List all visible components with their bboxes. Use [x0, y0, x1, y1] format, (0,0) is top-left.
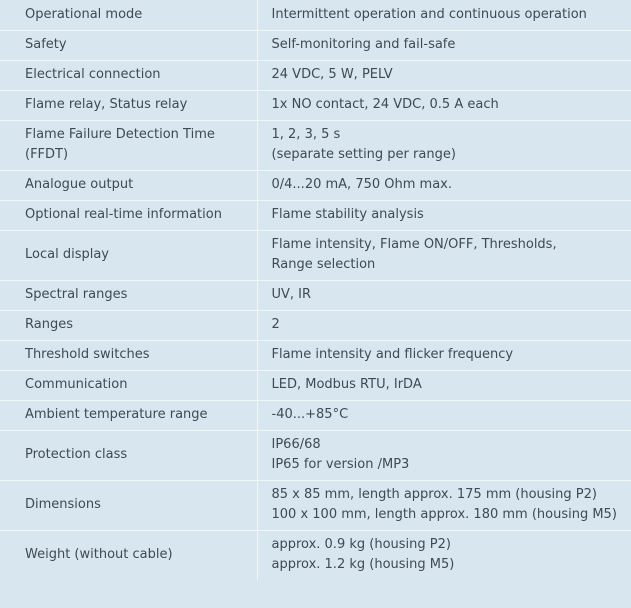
spec-value-cell	[257, 120, 631, 170]
table-row	[0, 90, 631, 120]
spec-value: Range selection	[271, 257, 376, 272]
table-row	[0, 310, 631, 340]
spec-value: -40...+85°C	[271, 407, 349, 422]
spec-value-cell	[257, 170, 631, 200]
table-row	[0, 480, 631, 530]
table-row	[0, 60, 631, 90]
spec-label: Protection class	[25, 447, 128, 462]
spec-value: 0/4...20 mA, 750 Ohm max.	[271, 177, 452, 192]
spec-label-cell	[0, 310, 257, 340]
spec-label-cell	[0, 530, 257, 580]
spec-value-cell	[257, 230, 631, 280]
spec-label-cell	[0, 340, 257, 370]
spec-value-cell	[257, 60, 631, 90]
spec-label-cell	[0, 60, 257, 90]
spec-value-cell	[257, 340, 631, 370]
spec-value: Intermittent operation and continuous operation	[271, 6, 587, 22]
spec-value: 1, 2, 3, 5 s	[271, 127, 341, 142]
spec-value: approx. 0.9 kg (housing P2)	[271, 537, 451, 553]
spec-value: 2	[271, 317, 280, 332]
spec-label-cell	[0, 400, 257, 430]
spec-label: Optional real-time information	[25, 207, 222, 222]
spec-value-cell	[257, 310, 631, 340]
spec-label: Flame Failure Detection Time	[25, 127, 215, 142]
spec-label-cell	[0, 120, 257, 170]
table-row	[0, 200, 631, 230]
spec-value-cell	[257, 370, 631, 400]
spec-value-cell	[257, 530, 631, 580]
table-row	[0, 340, 631, 370]
spec-label-cell	[0, 0, 257, 30]
spec-label: Dimensions	[25, 497, 101, 512]
spec-label-cell	[0, 90, 257, 120]
table-row	[0, 280, 631, 310]
spec-value-cell	[257, 0, 631, 30]
table-row	[0, 530, 631, 580]
spec-value-cell	[257, 430, 631, 480]
spec-label: Safety	[25, 37, 67, 52]
spec-label: Ranges	[25, 317, 73, 332]
spec-label: Analogue output	[25, 177, 134, 192]
spec-label-cell	[0, 170, 257, 200]
table-row	[0, 120, 631, 170]
spec-value: 85 x 85 mm, length approx. 175 mm (housing P2)	[271, 487, 597, 502]
spec-value-cell	[257, 280, 631, 310]
spec-value-cell	[257, 480, 631, 530]
spec-label: Operational mode	[25, 6, 143, 22]
table-bottom-padding	[0, 597, 631, 608]
table-row	[0, 400, 631, 430]
spec-value-cell	[257, 200, 631, 230]
spec-value: IP66/68	[271, 437, 321, 452]
spec-label: Electrical connection	[25, 67, 161, 82]
spec-label: Threshold switches	[25, 347, 150, 362]
spec-value: 24 VDC, 5 W, PELV	[271, 67, 393, 82]
spec-value: Flame stability analysis	[271, 207, 424, 222]
spec-value: Flame intensity, Flame ON/OFF, Thresholds,	[271, 237, 557, 252]
table-row	[0, 430, 631, 480]
spec-label: (FFDT)	[25, 147, 69, 162]
spec-label-cell	[0, 480, 257, 530]
spec-value: (separate setting per range)	[271, 147, 456, 162]
table-row	[0, 370, 631, 400]
table-row	[0, 170, 631, 200]
spec-value-cell	[257, 30, 631, 60]
spec-label-cell	[0, 230, 257, 280]
spec-label-cell	[0, 280, 257, 310]
spec-value: approx. 1.2 kg (housing M5)	[271, 557, 455, 573]
spec-label: Local display	[25, 247, 109, 262]
spec-label-cell	[0, 30, 257, 60]
spec-label-cell	[0, 370, 257, 400]
spec-label: Weight (without cable)	[25, 547, 173, 563]
table-row	[0, 30, 631, 60]
spec-label-cell	[0, 200, 257, 230]
spec-label: Ambient temperature range	[25, 407, 208, 422]
spec-label: Flame relay, Status relay	[25, 97, 188, 112]
spec-label: Spectral ranges	[25, 287, 128, 302]
spec-value: 1x NO contact, 24 VDC, 0.5 A each	[271, 97, 499, 112]
spec-value: Self-monitoring and fail-safe	[271, 37, 456, 52]
spec-value-cell	[257, 400, 631, 430]
spec-value: Flame intensity and flicker frequency	[271, 347, 514, 362]
spec-value: 100 x 100 mm, length approx. 180 mm (housing M5)	[271, 507, 617, 522]
spec-value: UV, IR	[271, 287, 312, 302]
table-row	[0, 0, 631, 30]
spec-value: IP65 for version /MP3	[271, 457, 410, 472]
spec-value: LED, Modbus RTU, IrDA	[271, 377, 422, 392]
spec-label-cell	[0, 430, 257, 480]
spec-value-cell	[257, 90, 631, 120]
table-row	[0, 230, 631, 280]
spec-label: Communication	[25, 377, 128, 392]
